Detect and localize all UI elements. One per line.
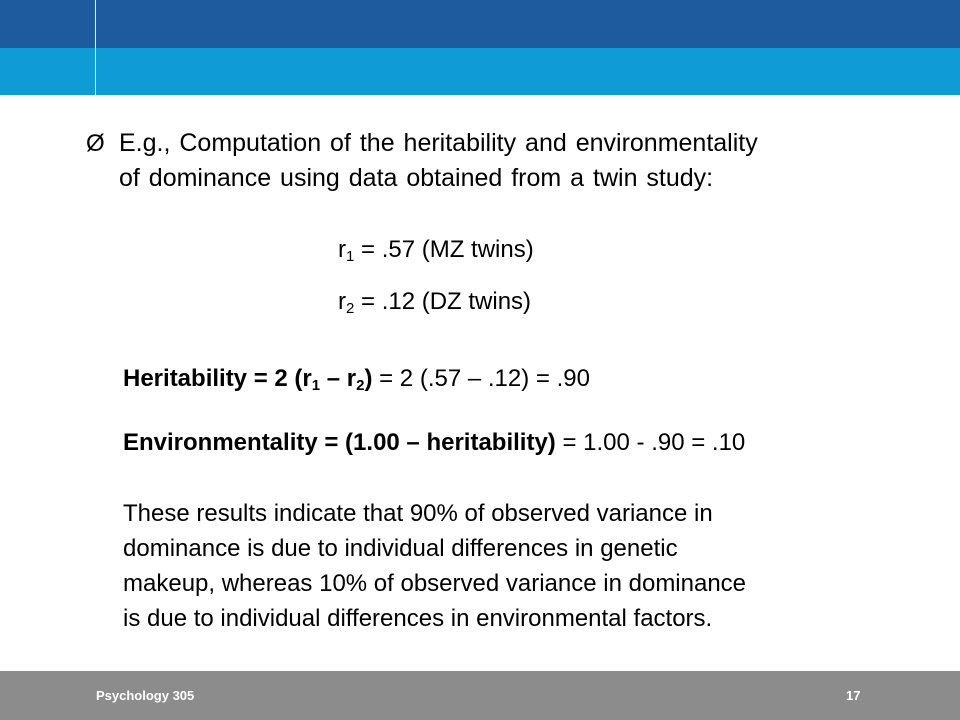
correlation-mz bbox=[338, 235, 534, 265]
heritability-label-a: Heritability = 2 (r bbox=[123, 365, 312, 392]
r1-value: = .57 (MZ twins) bbox=[354, 236, 534, 263]
conclusion-line-4: is due to individual differences in environmental factors. bbox=[123, 605, 713, 632]
heritability-label-c: ) bbox=[364, 365, 373, 392]
conclusion-line-2: dominance is due to individual differences in genetic bbox=[123, 535, 678, 562]
environmentality-result: = 1.00 - .90 = .10 bbox=[555, 429, 746, 456]
conclusion-paragraph bbox=[123, 496, 903, 636]
arrow-bullet-icon: Ø bbox=[86, 130, 105, 157]
heritability-sub-1: 1 bbox=[311, 377, 321, 394]
footer-course-title: Psychology 305 bbox=[96, 688, 195, 703]
footer-bar bbox=[0, 671, 960, 720]
r2-value: = .12 (DZ twins) bbox=[354, 288, 532, 315]
bullet-line-1: E.g., Computation of the heritability and environmentality bbox=[119, 129, 758, 157]
r2-subscript: 2 bbox=[346, 300, 355, 317]
environmentality-formula bbox=[123, 428, 745, 458]
conclusion-line-1: These results indicate that 90% of observed variance in bbox=[123, 500, 713, 527]
environmentality-label: Environmentality = (1.00 – heritability) bbox=[123, 429, 556, 456]
header-band-light bbox=[0, 48, 960, 95]
r1-symbol: r bbox=[338, 236, 346, 263]
heritability-sub-2: 2 bbox=[356, 377, 365, 394]
correlation-dz bbox=[338, 287, 531, 317]
heritability-formula bbox=[123, 364, 590, 394]
heritability-label-b: – r bbox=[320, 365, 357, 392]
r1-subscript: 1 bbox=[346, 248, 355, 265]
r2-symbol: r bbox=[338, 288, 346, 315]
conclusion-line-3: makeup, whereas 10% of observed variance in dominance bbox=[123, 570, 747, 597]
bullet-text bbox=[119, 126, 899, 196]
header-band-dark bbox=[0, 0, 960, 48]
bullet-line-2: of dominance using data obtained from a twin study: bbox=[119, 164, 714, 192]
footer-page-number: 17 bbox=[846, 688, 861, 703]
heritability-result: = 2 (.57 – .12) = .90 bbox=[372, 365, 590, 392]
header-divider-line bbox=[95, 0, 96, 95]
